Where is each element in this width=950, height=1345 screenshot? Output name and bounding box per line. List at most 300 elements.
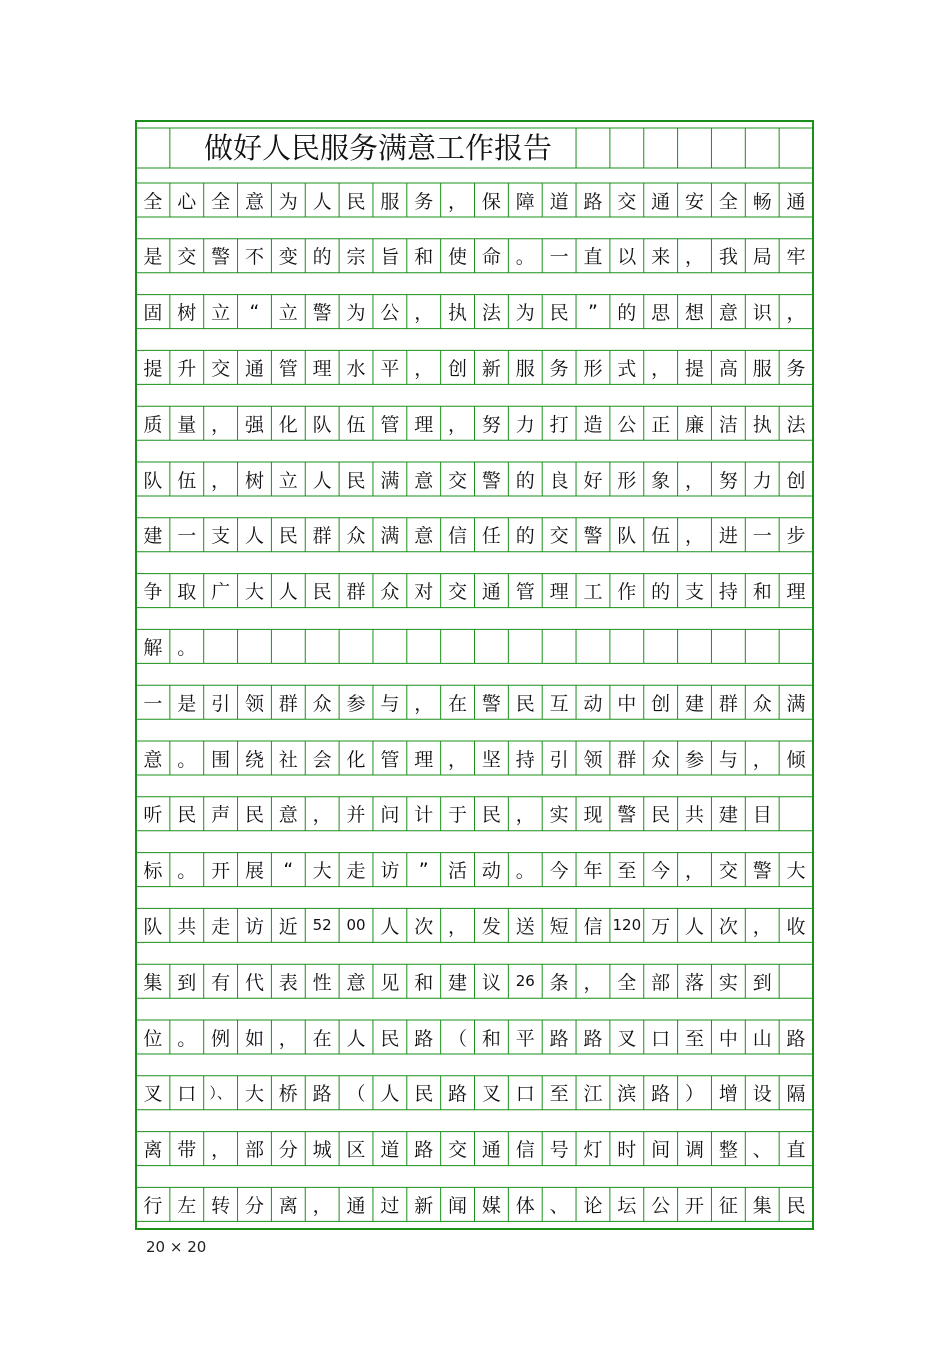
grid-cell: 落 bbox=[685, 971, 705, 994]
grid-cell: 树 bbox=[244, 469, 264, 492]
grid-cell: ， bbox=[685, 246, 705, 269]
grid-cell: 理 bbox=[786, 581, 806, 604]
grid-cell: 全 bbox=[211, 190, 231, 213]
grid-cell: 引 bbox=[549, 748, 569, 771]
grid-cell: 交 bbox=[177, 246, 197, 269]
grid-cell: 号 bbox=[549, 1139, 569, 1162]
grid-cell: 开 bbox=[685, 1194, 705, 1217]
grid-cell: 信 bbox=[515, 1139, 535, 1162]
grid-cell: 与 bbox=[380, 692, 400, 715]
grid-cell: 路 bbox=[786, 1027, 806, 1050]
grid-cell: 众 bbox=[346, 525, 366, 548]
grid-cell: 和 bbox=[752, 581, 772, 604]
grid-cell: 创 bbox=[786, 469, 806, 492]
grid-cell: 路 bbox=[583, 1027, 603, 1050]
grid-cell: 强 bbox=[244, 413, 264, 436]
grid-cell: 例 bbox=[211, 1027, 231, 1050]
grid-cell: 互 bbox=[549, 692, 569, 715]
grid-cell: 化 bbox=[346, 748, 366, 771]
grid-cell: 人 bbox=[380, 1083, 400, 1106]
grid-cell: 交 bbox=[617, 190, 637, 213]
grid-cell bbox=[745, 629, 779, 663]
grid-cell: 公 bbox=[380, 302, 400, 325]
grid-cell: 隔 bbox=[786, 1083, 806, 1106]
grid-cell: ， bbox=[786, 302, 806, 325]
grid-cell: 创 bbox=[448, 357, 468, 380]
grid-cell: 警 bbox=[481, 692, 501, 715]
grid-cell: 通 bbox=[244, 357, 264, 380]
grid-cell: 形 bbox=[583, 357, 603, 380]
grid-cell: 人 bbox=[346, 1027, 366, 1050]
grid-cell: 是 bbox=[143, 246, 163, 269]
grid-cell: 民 bbox=[244, 804, 264, 827]
grid-cell: 集 bbox=[143, 971, 163, 994]
grid-cell: 众 bbox=[312, 692, 332, 715]
grid-cell: 正 bbox=[651, 413, 671, 436]
grid-cell bbox=[779, 797, 813, 831]
grid-cell: 并 bbox=[346, 804, 366, 827]
grid-cell: 服 bbox=[515, 357, 535, 380]
grid-cell: 力 bbox=[515, 413, 535, 436]
grid-cell bbox=[610, 629, 644, 663]
grid-cell: 带 bbox=[177, 1139, 197, 1162]
grid-cell: 发 bbox=[481, 915, 501, 938]
grid-cell: ， bbox=[752, 748, 772, 771]
grid-cell bbox=[644, 629, 678, 663]
grid-cell bbox=[238, 629, 272, 663]
grid-cell: 保 bbox=[481, 190, 501, 213]
grid-cell: 收 bbox=[786, 915, 806, 938]
grid-cell: 任 bbox=[481, 525, 501, 548]
grid-cell: 的 bbox=[515, 525, 535, 548]
grid-cell: 代 bbox=[244, 971, 264, 994]
grid-cell: 公 bbox=[617, 413, 637, 436]
grid-cell: 队 bbox=[312, 413, 332, 436]
grid-cell: 问 bbox=[380, 804, 400, 827]
grid-cell: 人 bbox=[380, 915, 400, 938]
grid-cell: 民 bbox=[380, 1027, 400, 1050]
grid-cell: 务 bbox=[549, 357, 569, 380]
grid-cell: 牢 bbox=[786, 246, 806, 269]
grid-cell: 声 bbox=[211, 804, 231, 827]
grid-cell: 树 bbox=[177, 302, 197, 325]
grid-cell: 民 bbox=[549, 302, 569, 325]
grid-cell: ） bbox=[685, 1083, 705, 1106]
grid-cell: 论 bbox=[583, 1194, 603, 1217]
grid-cell: 立 bbox=[211, 302, 231, 325]
grid-cell: 直 bbox=[786, 1139, 806, 1162]
grid-cell: 队 bbox=[617, 525, 637, 548]
grid-cell: 通 bbox=[481, 1139, 501, 1162]
grid-cell: 、 bbox=[752, 1139, 772, 1162]
grid-cell: 意 bbox=[143, 748, 163, 771]
grid-cell: 叉 bbox=[143, 1083, 163, 1106]
grid-cell: 实 bbox=[549, 804, 569, 827]
grid-cell: 对 bbox=[414, 581, 434, 604]
grid-cell: 意 bbox=[346, 971, 366, 994]
grid-cell: 人 bbox=[312, 469, 332, 492]
grid-cell: 性 bbox=[312, 971, 332, 994]
grid-size-label: 20 × 20 bbox=[146, 1238, 207, 1256]
grid-cell: 滨 bbox=[617, 1083, 637, 1106]
grid-cell bbox=[339, 629, 373, 663]
grid-cell: 年 bbox=[583, 860, 603, 883]
grid-cell: 平 bbox=[380, 357, 400, 380]
grid-cell: 走 bbox=[211, 915, 231, 938]
grid-cell: 短 bbox=[549, 915, 569, 938]
grid-cell: 群 bbox=[346, 581, 366, 604]
grid-cell: 良 bbox=[549, 469, 569, 492]
grid-cell: 交 bbox=[549, 525, 569, 548]
grid-cell: 左 bbox=[177, 1194, 197, 1217]
grid-cell: 民 bbox=[414, 1083, 434, 1106]
grid-cell: 全 bbox=[718, 190, 738, 213]
grid-cell: 为 bbox=[346, 302, 366, 325]
grid-cell: 路 bbox=[312, 1083, 332, 1106]
grid-cell: 和 bbox=[481, 1027, 501, 1050]
grid-cell: 和 bbox=[414, 971, 434, 994]
grid-cell: 、 bbox=[549, 1194, 569, 1217]
grid-cell: 水 bbox=[346, 357, 366, 380]
grid-cell: ， bbox=[752, 915, 772, 938]
grid-cell bbox=[508, 629, 542, 663]
grid-cell: 执 bbox=[752, 413, 772, 436]
grid-cell: ， bbox=[448, 413, 468, 436]
grid-cell: 目 bbox=[752, 804, 772, 827]
grid-cell: 质 bbox=[143, 413, 163, 436]
grid-cell: 管 bbox=[278, 357, 298, 380]
grid-cell bbox=[711, 629, 745, 663]
grid-cell: 宗 bbox=[346, 246, 366, 269]
grid-cell: 全 bbox=[143, 190, 163, 213]
grid-cell: 意 bbox=[414, 525, 434, 548]
grid-cell: 与 bbox=[718, 748, 738, 771]
grid-cell: 表 bbox=[278, 971, 298, 994]
grid-cell: 山 bbox=[752, 1027, 772, 1050]
grid-cell: 努 bbox=[718, 469, 738, 492]
grid-cell bbox=[576, 629, 610, 663]
grid-cell: 伍 bbox=[177, 469, 197, 492]
grid-cell: 一 bbox=[549, 246, 569, 269]
grid-cell: 意 bbox=[278, 804, 298, 827]
grid-cell: 新 bbox=[481, 357, 501, 380]
grid-cell bbox=[271, 629, 305, 663]
grid-cell: 进 bbox=[718, 525, 738, 548]
grid-cell: ， bbox=[685, 469, 705, 492]
grid-cell: 次 bbox=[414, 915, 434, 938]
grid-cell: ）、 bbox=[209, 1084, 232, 1103]
grid-cell: 信 bbox=[583, 915, 603, 938]
grid-cell: 民 bbox=[346, 190, 366, 213]
grid-cell: 障 bbox=[515, 190, 535, 213]
grid-cell: 如 bbox=[244, 1027, 264, 1050]
grid-cell: 为 bbox=[278, 190, 298, 213]
grid-cell: 在 bbox=[448, 692, 468, 715]
grid-cell bbox=[305, 629, 339, 663]
grid-cell: 是 bbox=[177, 692, 197, 715]
grid-cell: 今 bbox=[651, 860, 671, 883]
grid-cell: 路 bbox=[414, 1027, 434, 1050]
grid-cell: 整 bbox=[718, 1139, 738, 1162]
grid-cell: 固 bbox=[143, 302, 163, 325]
grid-cell: ， bbox=[515, 804, 535, 827]
grid-cell: 想 bbox=[685, 302, 705, 325]
grid-cell: 立 bbox=[278, 469, 298, 492]
grid-cell: 大 bbox=[786, 860, 806, 883]
grid-cell: ” bbox=[418, 858, 429, 881]
grid-cell: 交 bbox=[448, 581, 468, 604]
grid-cell: 通 bbox=[651, 190, 671, 213]
grid-cell: 口 bbox=[177, 1083, 197, 1106]
grid-cell: 议 bbox=[481, 971, 501, 994]
grid-cell: 今 bbox=[549, 860, 569, 883]
grid-cell: 队 bbox=[143, 915, 163, 938]
grid-cell: 交 bbox=[448, 1139, 468, 1162]
grid-cell: 民 bbox=[346, 469, 366, 492]
grid-cell: 心 bbox=[177, 190, 197, 213]
grid-cell: 路 bbox=[448, 1083, 468, 1106]
grid-cell: 到 bbox=[177, 971, 197, 994]
grid-cell: 动 bbox=[583, 692, 603, 715]
grid-cell: 的 bbox=[515, 469, 535, 492]
grid-cell: 送 bbox=[515, 915, 535, 938]
grid-cell: 。 bbox=[515, 860, 535, 883]
grid-cell: 众 bbox=[752, 692, 772, 715]
grid-cell: 离 bbox=[278, 1194, 298, 1217]
grid-cell: ， bbox=[211, 413, 231, 436]
grid-cell: 通 bbox=[481, 581, 501, 604]
grid-cell: 警 bbox=[312, 302, 332, 325]
grid-cell: 访 bbox=[244, 915, 264, 938]
grid-cell: 活 bbox=[448, 860, 468, 883]
grid-cell: 民 bbox=[651, 804, 671, 827]
grid-cell: 大 bbox=[244, 1083, 264, 1106]
grid-cell: 坚 bbox=[481, 748, 501, 771]
grid-cell: 化 bbox=[278, 413, 298, 436]
grid-cell: 体 bbox=[515, 1194, 535, 1217]
grid-cell: 量 bbox=[177, 413, 197, 436]
grid-cell: 会 bbox=[312, 748, 332, 771]
grid-cell: 间 bbox=[651, 1139, 671, 1162]
grid-cell: 中 bbox=[617, 692, 637, 715]
grid-cell: 参 bbox=[346, 692, 366, 715]
grid-cell: 工 bbox=[583, 581, 603, 604]
grid-cell: 区 bbox=[346, 1139, 366, 1162]
grid-cell: 共 bbox=[177, 915, 197, 938]
grid-cell: 人 bbox=[312, 190, 332, 213]
grid-cell: 访 bbox=[380, 860, 400, 883]
grid-cell: 我 bbox=[718, 246, 738, 269]
grid-cell: ， bbox=[685, 860, 705, 883]
grid-cell: 于 bbox=[448, 804, 468, 827]
grid-cell: 离 bbox=[143, 1139, 163, 1162]
grid-cell: 伍 bbox=[651, 525, 671, 548]
grid-cell: 万 bbox=[651, 915, 671, 938]
grid-cell: 现 bbox=[583, 804, 603, 827]
grid-cell: 分 bbox=[278, 1139, 298, 1162]
grid-cell: 全 bbox=[617, 971, 637, 994]
grid-cell: 展 bbox=[244, 860, 264, 883]
grid-cell: 式 bbox=[617, 357, 637, 380]
grid-cell: 使 bbox=[448, 246, 468, 269]
grid-cell: 支 bbox=[211, 525, 231, 548]
grid-cell: 警 bbox=[583, 525, 603, 548]
grid-cell: 设 bbox=[752, 1083, 772, 1106]
grid-cell: 畅 bbox=[752, 190, 772, 213]
grid-cell: 群 bbox=[312, 525, 332, 548]
grid-cell: 平 bbox=[515, 1027, 535, 1050]
grid-cell: 。 bbox=[177, 748, 197, 771]
grid-cell: 建 bbox=[448, 971, 468, 994]
grid-cell: 共 bbox=[685, 804, 705, 827]
grid-cell: 解 bbox=[143, 636, 163, 659]
grid-cell: 意 bbox=[414, 469, 434, 492]
grid-cell: 的 bbox=[312, 246, 332, 269]
grid-cell: 步 bbox=[786, 525, 806, 548]
grid-cell bbox=[779, 629, 813, 663]
grid-cell: 一 bbox=[177, 525, 197, 548]
grid-cell: 走 bbox=[346, 860, 366, 883]
grid-cell: 满 bbox=[380, 469, 400, 492]
grid-cell: 好 bbox=[583, 469, 603, 492]
grid-cell: 路 bbox=[583, 190, 603, 213]
grid-cell: 警 bbox=[481, 469, 501, 492]
grid-cell: 持 bbox=[515, 748, 535, 771]
grid-cell bbox=[407, 629, 441, 663]
grid-cell: 民 bbox=[312, 581, 332, 604]
grid-cell: 一 bbox=[752, 525, 772, 548]
grid-cell: 的 bbox=[651, 581, 671, 604]
grid-cell: 领 bbox=[244, 692, 264, 715]
grid-cell: 52 bbox=[312, 916, 332, 935]
grid-cell: 高 bbox=[718, 357, 738, 380]
grid-cell: ， bbox=[414, 302, 434, 325]
grid-cell: 法 bbox=[481, 302, 501, 325]
grid-cell: 。 bbox=[177, 1027, 197, 1050]
grid-cell: 叉 bbox=[617, 1027, 637, 1050]
grid-cell: 通 bbox=[346, 1194, 366, 1217]
grid-cell: （ bbox=[346, 1083, 366, 1106]
grid-cell: 旨 bbox=[380, 246, 400, 269]
grid-cell: 至 bbox=[617, 860, 637, 883]
grid-cell: 社 bbox=[278, 748, 298, 771]
grid-cell: 120 bbox=[612, 916, 642, 935]
grid-cell: “ bbox=[249, 300, 260, 323]
grid-cell: 口 bbox=[515, 1083, 535, 1106]
grid-cell: 民 bbox=[515, 692, 535, 715]
grid-cell: 媒 bbox=[481, 1194, 501, 1217]
grid-cell: 不 bbox=[244, 246, 264, 269]
grid-cell: 江 bbox=[583, 1083, 603, 1106]
grid-cell: 一 bbox=[143, 692, 163, 715]
grid-cell: 努 bbox=[481, 413, 501, 436]
grid-cell: 新 bbox=[414, 1194, 434, 1217]
grid-cell: ， bbox=[278, 1027, 298, 1050]
grid-cell: 集 bbox=[752, 1194, 772, 1217]
grid-cell: 思 bbox=[651, 302, 671, 325]
grid-cell: 民 bbox=[177, 804, 197, 827]
grid-cell: 法 bbox=[786, 413, 806, 436]
grid-cell: 转 bbox=[211, 1194, 231, 1217]
grid-cell bbox=[779, 964, 813, 998]
grid-cell: 力 bbox=[752, 469, 772, 492]
grid-cell: 的 bbox=[617, 302, 637, 325]
grid-cell: 支 bbox=[685, 581, 705, 604]
grid-cell: 群 bbox=[718, 692, 738, 715]
grid-cell: 大 bbox=[244, 581, 264, 604]
grid-frame bbox=[136, 121, 813, 1229]
grid-cell: 见 bbox=[380, 971, 400, 994]
grid-cell: ， bbox=[211, 469, 231, 492]
grid-cell bbox=[373, 629, 407, 663]
grid-cell: 路 bbox=[549, 1027, 569, 1050]
grid-cell: ， bbox=[211, 1139, 231, 1162]
grid-cell: 洁 bbox=[718, 413, 738, 436]
grid-cell: ， bbox=[448, 190, 468, 213]
grid-cell: ， bbox=[414, 357, 434, 380]
grid-cell: 廉 bbox=[685, 413, 705, 436]
grid-cell bbox=[441, 629, 475, 663]
grid-cell: 警 bbox=[752, 860, 772, 883]
grid-cell: （ bbox=[448, 1027, 468, 1050]
grid-cell: ， bbox=[448, 748, 468, 771]
grid-cell: 叉 bbox=[481, 1083, 501, 1106]
grid-cell: 变 bbox=[278, 246, 298, 269]
grid-cell: 桥 bbox=[278, 1083, 298, 1106]
grid-cell: 立 bbox=[278, 302, 298, 325]
grid-cell: 提 bbox=[143, 357, 163, 380]
grid-cell: 通 bbox=[786, 190, 806, 213]
grid-cell: “ bbox=[283, 858, 294, 881]
grid-cell: 意 bbox=[244, 190, 264, 213]
grid-cell: 倾 bbox=[786, 748, 806, 771]
grid-cell: 人 bbox=[685, 915, 705, 938]
grid-cell: 意 bbox=[718, 302, 738, 325]
grid-cell: 标 bbox=[143, 860, 163, 883]
grid-cell: 群 bbox=[278, 692, 298, 715]
grid-cell: 至 bbox=[685, 1027, 705, 1050]
grid-cell: 众 bbox=[380, 581, 400, 604]
grid-cell: 识 bbox=[752, 302, 772, 325]
grid-cell: 领 bbox=[583, 748, 603, 771]
grid-cell: 近 bbox=[278, 915, 298, 938]
grid-cell: ， bbox=[685, 525, 705, 548]
grid-cell: 征 bbox=[718, 1194, 738, 1217]
grid-cell: 围 bbox=[211, 748, 231, 771]
grid-cell: 满 bbox=[380, 525, 400, 548]
grid-cell: 调 bbox=[685, 1139, 705, 1162]
grid-cell: 升 bbox=[177, 357, 197, 380]
grid-cell: 在 bbox=[312, 1027, 332, 1050]
grid-cell: 绕 bbox=[244, 748, 264, 771]
grid-cell: 。 bbox=[177, 636, 197, 659]
grid-cell: 动 bbox=[481, 860, 501, 883]
grid-cell: 直 bbox=[583, 246, 603, 269]
grid-cell: 和 bbox=[414, 246, 434, 269]
grid-cell: 理 bbox=[414, 413, 434, 436]
grid-cell: 伍 bbox=[346, 413, 366, 436]
grid-cell: 人 bbox=[244, 525, 264, 548]
grid-cell: 争 bbox=[143, 581, 163, 604]
grid-cell: 管 bbox=[380, 413, 400, 436]
grid-cell: 口 bbox=[651, 1027, 671, 1050]
grid-cell: 民 bbox=[786, 1194, 806, 1217]
grid-cell: 为 bbox=[515, 302, 535, 325]
grid-cell: 广 bbox=[211, 581, 231, 604]
grid-cell: 分 bbox=[244, 1194, 264, 1217]
grid-cell: 行 bbox=[143, 1194, 163, 1217]
grid-cell: 。 bbox=[177, 860, 197, 883]
